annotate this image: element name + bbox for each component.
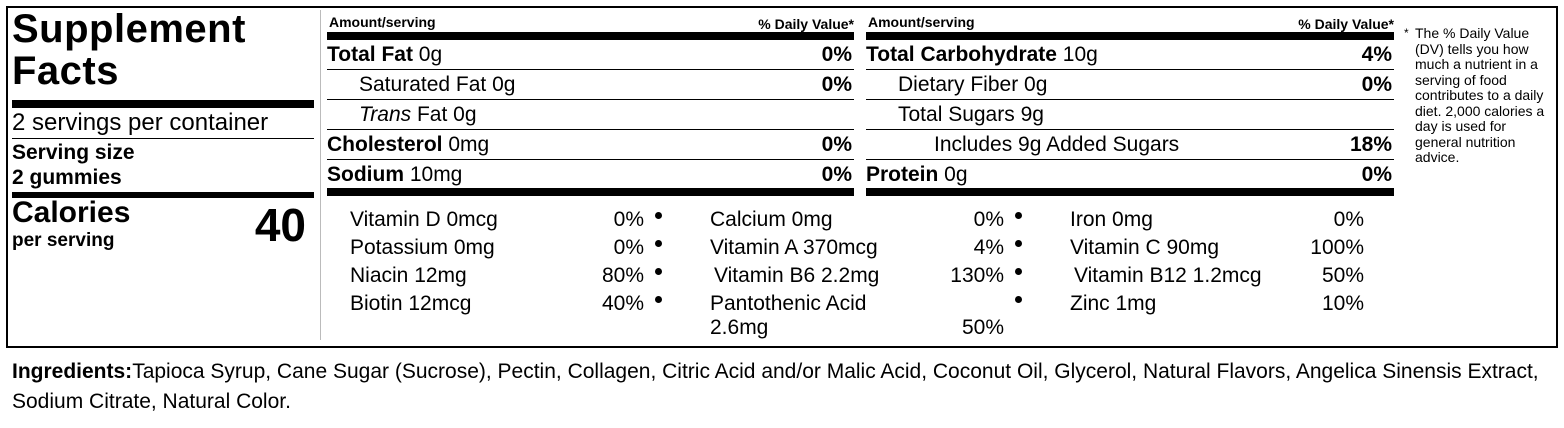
calories-per-serving-label: per serving [12,230,115,251]
servings-per-container: 2 servings per container [12,109,269,136]
table-header [327,10,854,32]
vitamin-dv: 130% [950,264,1004,287]
nutrient-table-right [866,10,1394,190]
vitamin-dv: 0% [1333,208,1364,231]
nutrient-row-cholesterol [327,130,854,160]
nutrient-name: Protein [866,163,939,186]
nutrient-name-italic: Trans [359,103,412,126]
column-divider [320,10,321,340]
daily-value: 0% [1361,163,1392,186]
vitamin-dv: 0% [613,236,644,259]
vitamin-name: Iron 0mg [1070,208,1153,231]
nutrient-amount: 10g [1056,43,1098,66]
table-header [866,10,1394,32]
vitamin-name: Biotin 12mcg [350,292,472,315]
vitamin-dv: 50% [1321,264,1364,287]
bullet-dot [1015,268,1022,275]
bullet-dot [655,296,662,303]
vitamin-name: Vitamin C 90mg [1070,236,1220,259]
amount-header: Amount/serving [329,14,436,30]
bullet-dot [655,212,662,219]
vitamin-dv: 40% [601,292,644,315]
vitamin-dv: 0% [613,208,644,231]
nutrient-table-left [327,10,854,190]
vitamin-dv: 100% [1310,236,1364,259]
calories-value: 40 [254,199,306,251]
nutrient-row-saturated-fat [327,70,854,100]
daily-value-footnote [1404,26,1550,166]
nutrient-name: Cholesterol [327,133,443,156]
vitamin-name-line-2: 2.6mg [710,316,769,339]
ingredients-statement [12,357,1557,417]
vitamin-name: Calcium 0mg [710,208,833,231]
divider-thin [12,138,314,139]
nutrient-row-protein [866,160,1394,190]
daily-value: 0% [821,163,852,186]
vitamin-dv: 10% [1321,292,1364,315]
daily-value: 4% [1361,43,1392,66]
vitamin-name: Potassium 0mg [350,236,495,259]
bullet-dot [655,268,662,275]
daily-value-header: % Daily Value* [1298,16,1394,32]
nutrient-name: Total Carbohydrate [866,43,1057,66]
nutrient-row-total-carbohydrate [866,40,1394,70]
vitamin-name: Vitamin A 370mcg [710,236,878,259]
vitamin-name: Zinc 1mg [1070,292,1157,315]
panel-title [12,8,246,92]
nutrient-name: Saturated Fat 0g [359,73,516,96]
nutrient-row-sodium [327,160,854,190]
nutrient-amount: 0g [938,163,968,186]
bullet-dot [655,240,662,247]
nutrient-row-added-sugars [866,130,1394,160]
daily-value: 0% [821,133,852,156]
daily-value-header: % Daily Value* [758,16,854,32]
nutrient-row-trans-fat [327,100,854,130]
bullet-dot [1015,212,1022,219]
vitamin-name: Vitamin B6 2.2mg [714,264,880,287]
divider-thick [327,32,854,40]
divider-thick [12,100,314,108]
nutrient-name: Total Sugars 9g [898,103,1044,126]
nutrient-amount: 10mg [404,163,463,186]
nutrient-amount: 0g [412,43,443,66]
nutrient-row-total-sugars [866,100,1394,130]
ingredients-text: Tapioca Syrup, Cane Sugar (Sucrose), Pectin, Collagen, Citric Acid and/or Malic Acid, Coconut Oil, Glycerol, Natural Flavors, Angelica Sinensis Extract, Sodium Citrate, Natural Color. [12,360,1539,413]
title-line-1: Supplement [12,7,246,51]
nutrient-name: Includes 9g Added Sugars [934,133,1180,156]
nutrient-name: Dietary Fiber 0g [898,73,1048,96]
daily-value: 0% [821,43,852,66]
footnote-asterisk: * [1404,26,1409,40]
vitamin-name: Niacin 12mg [350,264,467,287]
bullet-dot [1015,240,1022,247]
divider-thick [866,188,1394,196]
nutrient-name: Total Fat [327,43,413,66]
title-line-2: Facts [12,49,119,93]
vitamin-dv: 50% [961,316,1004,339]
daily-value: 0% [1361,73,1392,96]
nutrient-name: Sodium [327,163,404,186]
vitamin-name: Vitamin D 0mcg [350,208,498,231]
serving-size-value: 2 gummies [12,166,122,189]
nutrient-name: Fat 0g [411,103,477,126]
vitamin-name: Pantothenic Acid [710,292,867,315]
amount-header: Amount/serving [868,14,975,30]
vitamin-name: Vitamin B12 1.2mcg [1074,264,1262,287]
footnote-text: The % Daily Value (DV) tells you how much a nutrient in a serving of food contributes to a daily diet. 2,000 calories a day is used for general nutrition advice. [1415,25,1545,165]
divider-thick [327,188,854,196]
nutrient-row-total-fat [327,40,854,70]
divider-thick [866,32,1394,40]
calories-label: Calories [12,196,131,229]
vitamin-dv: 80% [601,264,644,287]
bullet-dot [1015,296,1022,303]
ingredients-label: Ingredients: [12,360,133,383]
serving-size-label: Serving size [12,141,135,164]
daily-value: 0% [821,73,852,96]
nutrient-amount: 0mg [442,133,490,156]
daily-value: 18% [1349,133,1392,156]
nutrient-row-dietary-fiber [866,70,1394,100]
vitamin-dv: 0% [973,208,1004,231]
vitamin-dv: 4% [973,236,1004,259]
